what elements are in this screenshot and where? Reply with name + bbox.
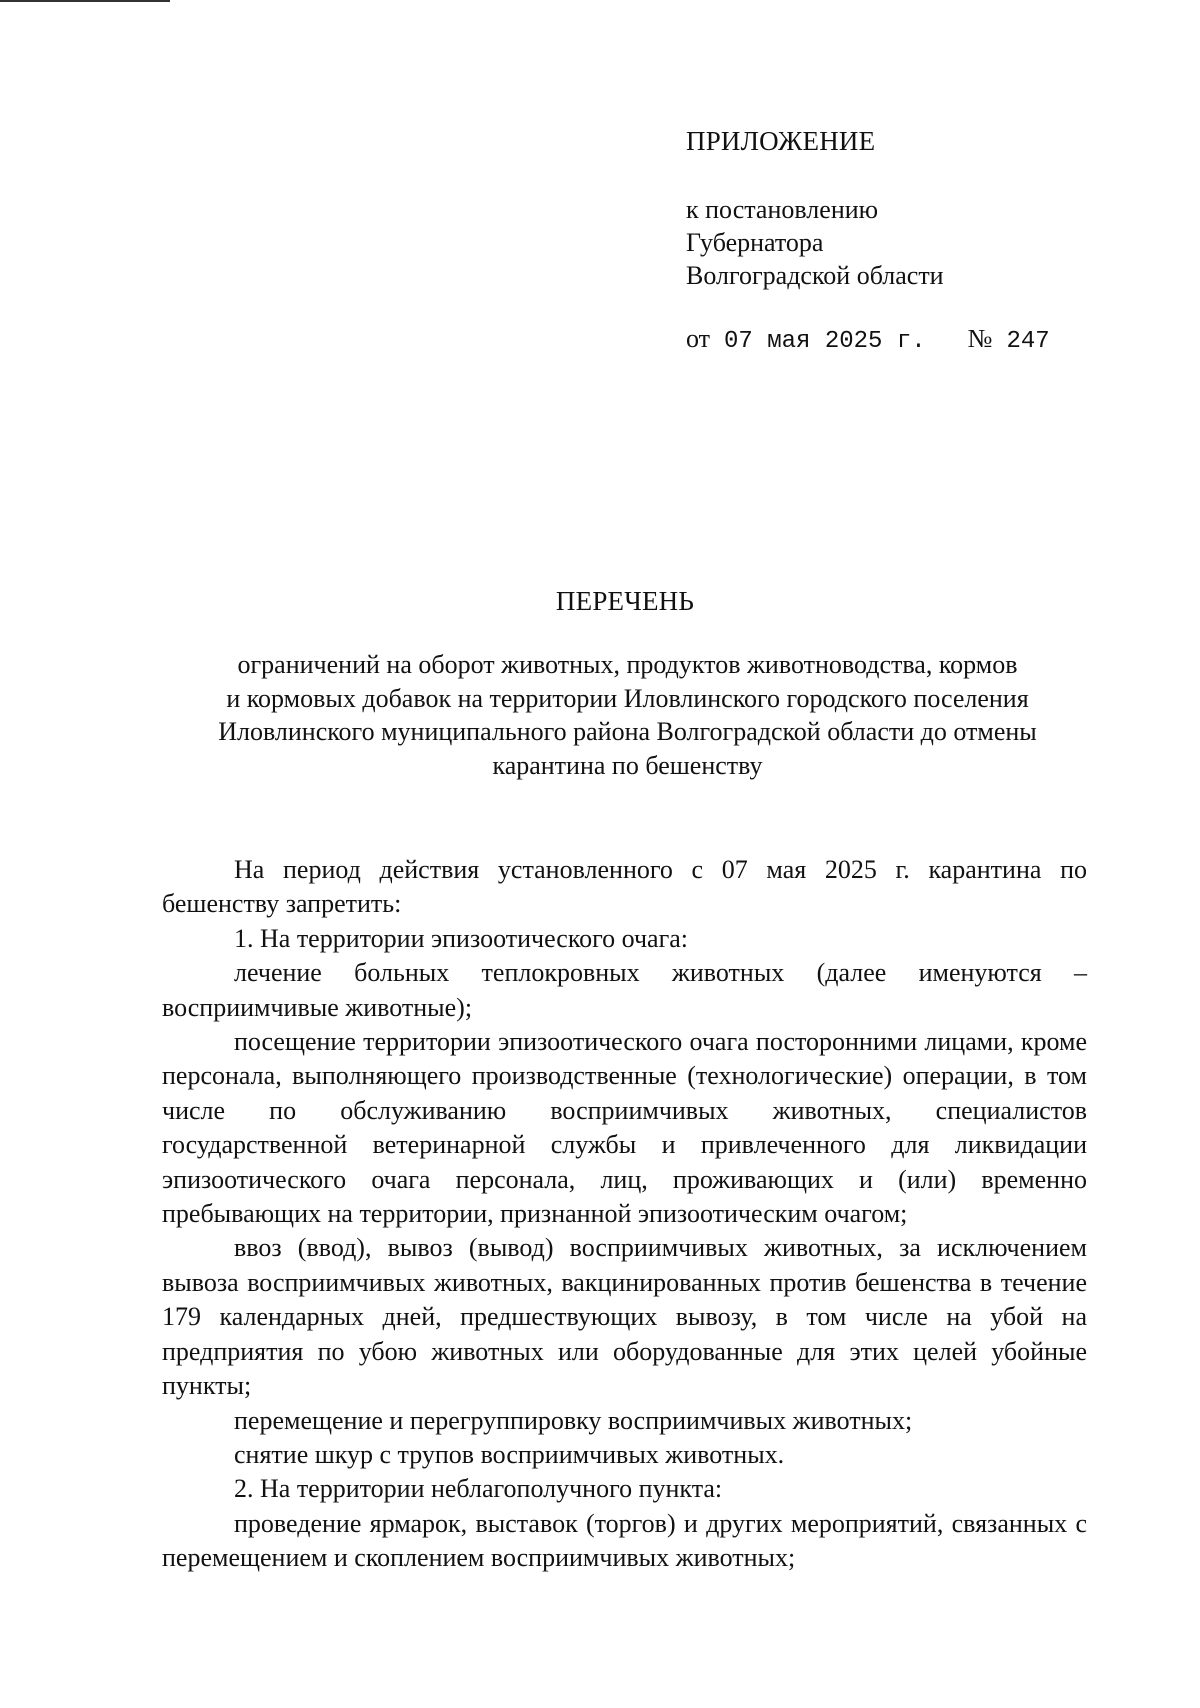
- appendix-block: [686, 123, 1106, 359]
- number-sign: №: [967, 324, 993, 353]
- document-title: ПЕРЕЧЕНЬ: [555, 586, 695, 616]
- body-paragraph: ввоз (ввод), вывоз (вывод) восприимчивых животных, за исключением вывоза восприимчивых животных, вакцинированных против бешенства в течение 179 календарных дней, предшествующих вывозу, в том числе на убой на предприятия по убою животных или оборудованные для этих целей убойные пункты;: [162, 1233, 1087, 1401]
- document-subtitle: [160, 648, 1095, 782]
- decree-number: 247: [1006, 328, 1050, 355]
- decree-date: 07 мая 2025 г.: [724, 328, 926, 355]
- body-paragraph: лечение больных теплокровных животных (далее именуются – восприимчивые животные);: [162, 958, 1087, 1022]
- body-paragraph: На период действия установленного с 07 мая 2025 г. карантина по бешенству запретить:: [162, 855, 1087, 919]
- appendix-heading: ПРИЛОЖЕНИЕ: [686, 126, 876, 156]
- appendix-line: Волгоградской области: [686, 261, 944, 290]
- scan-edge-mark: [0, 0, 170, 2]
- subtitle-line: Иловлинского муниципального района Волгоградской области до отмены: [218, 717, 1037, 746]
- subtitle-line: ограничений на оборот животных, продуктов животноводства, кормов: [237, 650, 1018, 679]
- body-paragraph: посещение территории эпизоотического очага посторонними лицами, кроме персонала, выполняющего производственные (технологические) операции, в том числе по обслуживанию восприимчивых животных, специалистов государственной ветеринарной службы и привлеченного для ликвидации эпизоотического очага персонала, лиц, проживающих и (или) временно пребывающих на территории, признанной эпизоотическим очагом;: [162, 1027, 1087, 1229]
- subtitle-line: и кормовых добавок на территории Иловлинского городского поселения: [226, 683, 1029, 713]
- body-paragraph: снятие шкур с трупов восприимчивых животных.: [234, 1439, 785, 1469]
- section-heading: 2. На территории неблагополучного пункта:: [234, 1474, 723, 1504]
- body-paragraph: проведение ярмарок, выставок (торгов) и других мероприятий, связанных с перемещением и скоплением восприимчивых животных;: [162, 1508, 1087, 1573]
- document-body: [162, 853, 1087, 1576]
- appendix-line: Губернатора: [686, 228, 824, 257]
- decree-date-row: [686, 322, 1106, 359]
- appendix-line: к постановлению: [686, 195, 879, 224]
- date-prefix: от: [686, 324, 711, 353]
- section-heading: 1. На территории эпизоотического очага:: [234, 923, 689, 953]
- body-paragraph: перемещение и перегруппировку восприимчивых животных;: [234, 1405, 913, 1435]
- subtitle-line: карантина по бешенству: [492, 750, 763, 780]
